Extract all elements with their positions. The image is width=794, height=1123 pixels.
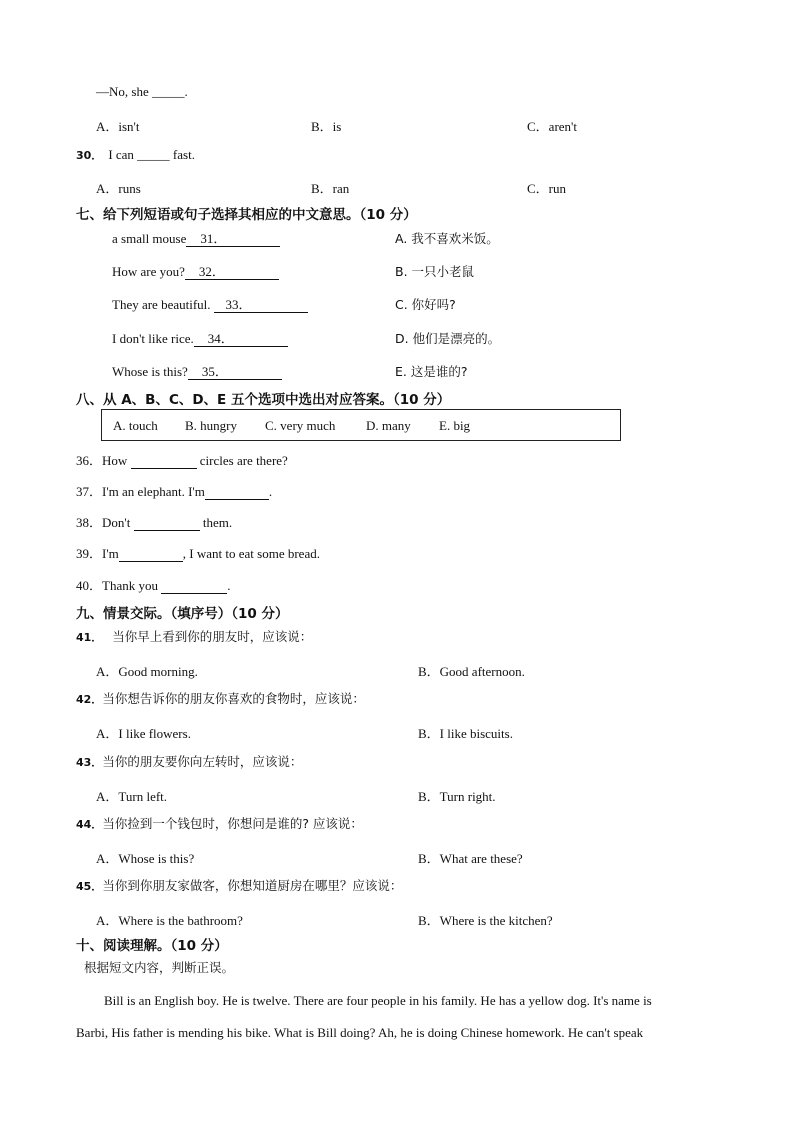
q36-post: circles are there? (196, 453, 288, 468)
choice-a: A. touch (113, 418, 158, 433)
s7-blank-number: 34． (207, 331, 234, 346)
section9-title: 九、情景交际。（填序号）（10 分） (76, 606, 289, 622)
q40-post: . (227, 578, 231, 593)
q42-number: 42． (76, 693, 103, 706)
s7-option-a: A. 我不喜欢米饭。 (395, 231, 499, 246)
s7-row-35 (112, 364, 282, 380)
section7-title: 七、给下列短语或句子选择其相应的中文意思。（10 分） (76, 207, 417, 223)
s7-blank-number: 33． (225, 297, 252, 312)
q40-blank (161, 579, 227, 594)
s7-row-34 (112, 331, 288, 347)
section10-instruction: 根据短文内容，判断正误。 (84, 960, 235, 975)
q37-pre: 37．I'm an elephant. I'm (76, 484, 205, 499)
s7-row-33 (112, 297, 308, 313)
s7-row-32 (112, 264, 279, 280)
q37 (76, 484, 272, 500)
q37-blank (205, 485, 269, 500)
q41-option-a: A．Good morning. (96, 664, 198, 679)
s7-blank (185, 265, 279, 280)
q36-pre: 36．How (76, 453, 131, 468)
s7-option-d: D. 他们是漂亮的。 (395, 331, 501, 346)
choice-e: E. big (439, 418, 471, 433)
q29-option-c: C．aren't (527, 119, 577, 134)
q40-pre: 40．Thank you (76, 578, 162, 593)
q44-number: 44． (76, 818, 103, 831)
s7-phrase: a small mouse (112, 231, 187, 246)
q43-stem: 当你的朋友要你向左转时，应该说： (102, 754, 303, 769)
q43 (76, 754, 302, 771)
s7-phrase: I don't like rice. (112, 331, 194, 346)
s7-phrase: They are beautiful. (112, 297, 211, 312)
s7-blank (188, 365, 282, 380)
s7-phrase: How are you? (112, 264, 185, 279)
q30-stem: I can _____ fast. (108, 147, 195, 162)
q39-pre: 39．I'm (76, 546, 119, 561)
q45-option-b: B．Where is the kitchen? (418, 913, 553, 928)
q36-blank (131, 454, 197, 469)
q30-option-a: A．runs (96, 181, 141, 196)
choice-b: B. hungry (185, 418, 237, 433)
s7-blank (186, 232, 280, 247)
reading-passage-line2: Barbi, His father is mending his bike. What is Bill doing? Ah, he is doing Chinese homework. He can't speak (76, 1025, 644, 1040)
q43-option-a: A．Turn left. (96, 789, 168, 804)
s7-phrase: Whose is this? (112, 364, 188, 379)
q41-stem: 当你早上看到你的朋友时，应该说： (108, 629, 313, 644)
section10-title: 十、阅读理解。（10 分） (76, 938, 228, 954)
q39-post: , I want to eat some bread. (182, 546, 320, 561)
q38 (76, 515, 232, 531)
q41 (76, 629, 312, 646)
q45 (76, 878, 402, 895)
s7-blank-number: 32． (198, 264, 225, 279)
q45-option-a: A．Where is the bathroom? (96, 913, 243, 928)
q30-number: 30． (76, 149, 103, 162)
q42-stem: 当你想告诉你的朋友你喜欢的食物时，应该说： (102, 691, 365, 706)
s7-blank-number: 31． (200, 231, 227, 246)
q44-option-b: B．What are these? (418, 851, 523, 866)
choice-d: D. many (366, 418, 411, 433)
q30-option-c: C．run (527, 181, 567, 196)
s7-option-b: B. 一只小老鼠 (395, 264, 475, 279)
q45-number: 45． (76, 880, 103, 893)
s7-row-31 (112, 231, 280, 247)
q39-blank (119, 547, 183, 562)
q38-blank (134, 516, 200, 531)
q30-option-b: B．ran (311, 181, 350, 196)
q44-option-a: A．Whose is this? (96, 851, 195, 866)
q38-pre: 38．Don't (76, 515, 134, 530)
q44-stem: 当你捡到一个钱包时，你想问是谁的? 应该说： (102, 816, 363, 831)
s7-blank (194, 332, 288, 347)
choices-box (101, 409, 621, 441)
q39 (76, 546, 320, 562)
q41-number: 41． (76, 631, 103, 644)
q29-stem: —No, she _____. (96, 84, 188, 99)
s7-option-c: C. 你好吗? (395, 297, 456, 312)
s7-blank (214, 298, 308, 313)
q41-option-b: B．Good afternoon. (418, 664, 525, 679)
q42-option-b: B．I like biscuits. (418, 726, 513, 741)
q36 (76, 453, 288, 469)
q37-post: . (268, 484, 273, 499)
q43-number: 43． (76, 756, 103, 769)
q30 (76, 147, 195, 164)
choice-c: C. very much (265, 418, 336, 433)
q43-option-b: B．Turn right. (418, 789, 496, 804)
reading-passage-line1: Bill is an English boy. He is twelve. There are four people in his family. He has a yellow dog. It's name is (104, 993, 652, 1008)
q45-stem: 当你到你朋友家做客，你想知道厨房在哪里？应该说： (102, 878, 403, 893)
q29-option-a: A．isn't (96, 119, 140, 134)
q40 (76, 578, 230, 594)
section8-title: 八、从 A、B、C、D、E 五个选项中选出对应答案。（10 分） (76, 392, 451, 408)
s7-option-e: E. 这是谁的? (395, 364, 468, 379)
q44 (76, 816, 363, 833)
s7-blank-number: 35． (201, 364, 228, 379)
q42 (76, 691, 365, 708)
q42-option-a: A．I like flowers. (96, 726, 191, 741)
q29-option-b: B．is (311, 119, 342, 134)
q38-post: them. (199, 515, 233, 530)
